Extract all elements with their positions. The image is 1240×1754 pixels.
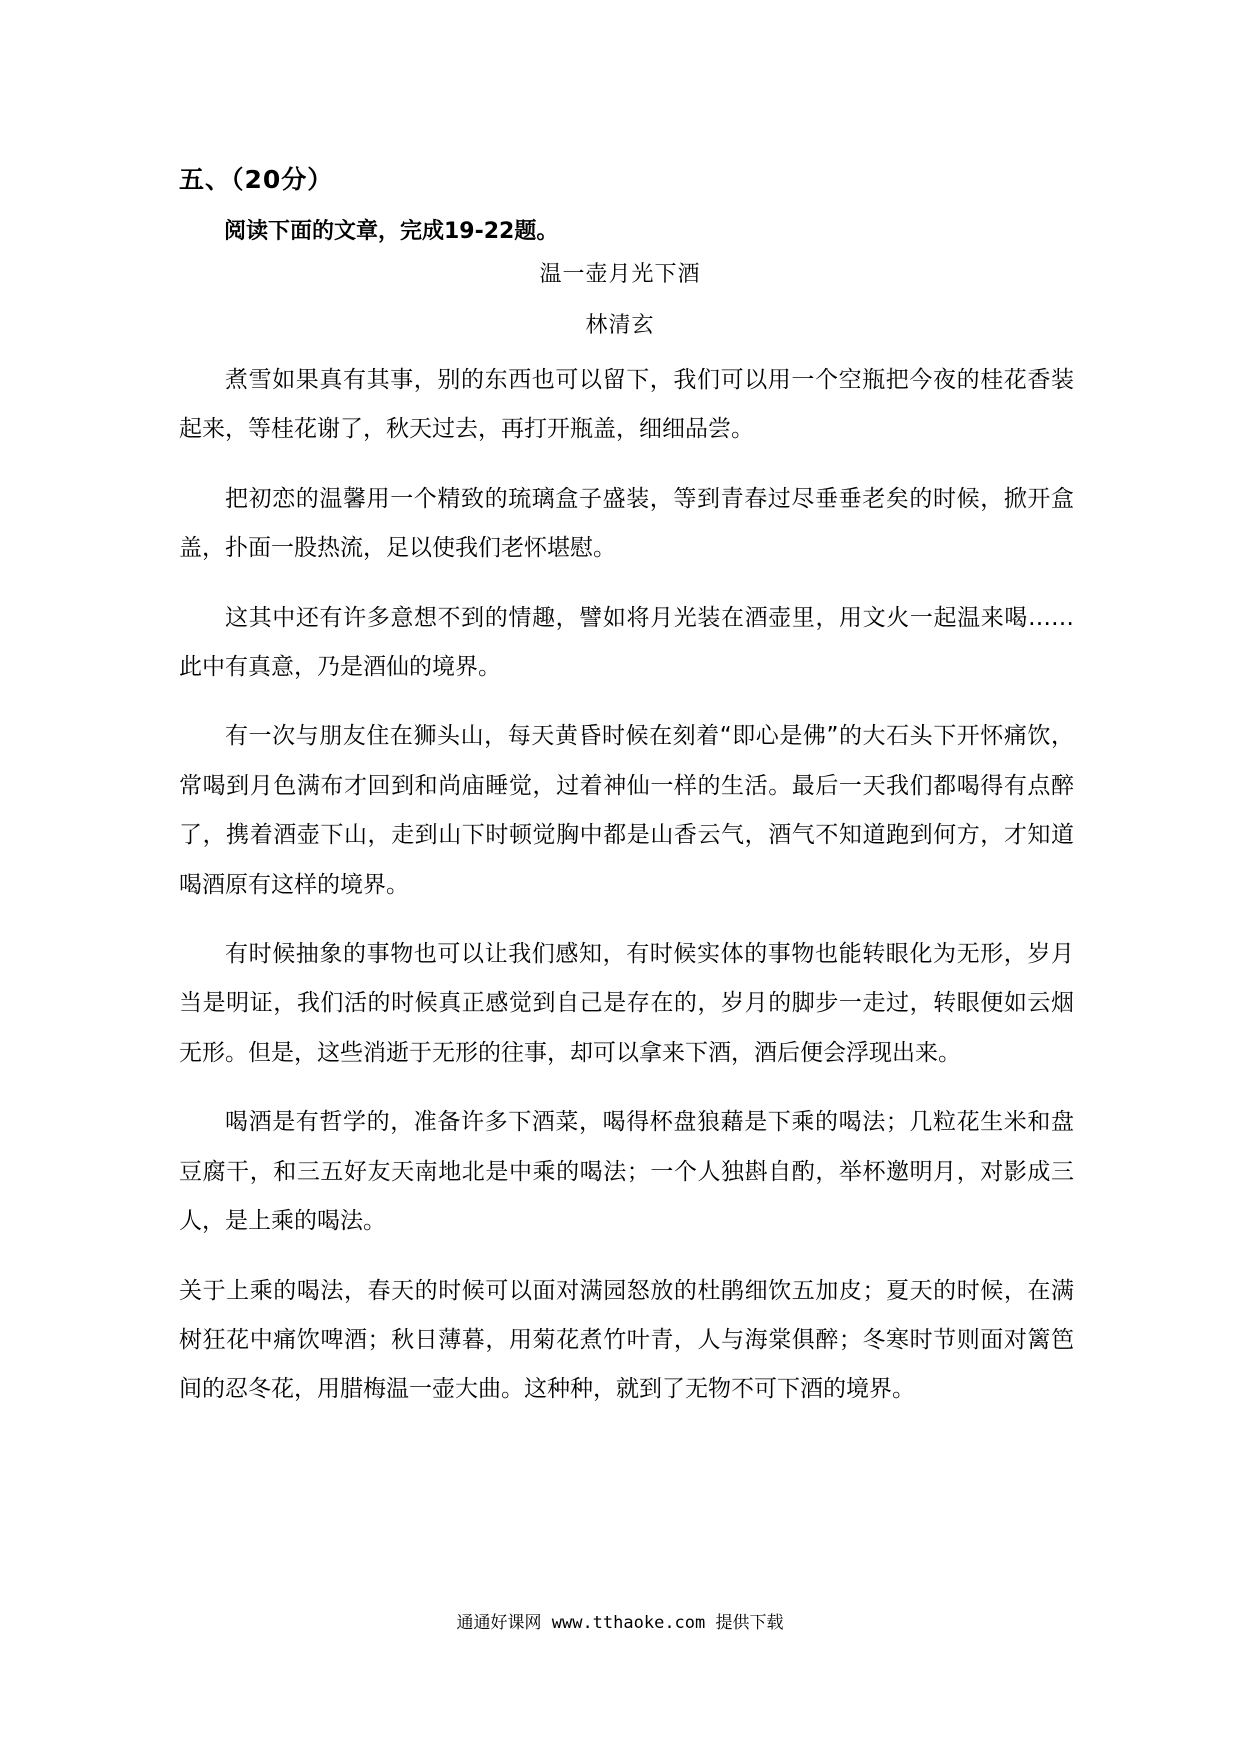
article-author: 林清玄 xyxy=(585,313,655,338)
article-paragraph: 有一次与朋友住在狮头山，每天黄昏时候在刻着“即心是佛”的大石头下开怀痛饮，常喝到月色满布才回到和尚庙睡觉，过着神仙一样的生活。最后一天我们都喝得有点醉了，携着酒壶下山，走到山下时顿觉胸中都是山香云气，酒气不知道跑到何方，才知道喝酒原有这样的境界。 xyxy=(179,723,1074,898)
article-paragraph: 这其中还有许多意想不到的情趣，譬如将月光装在酒壶里，用文火一起温来喝……此中有真意，乃是酒仙的境界。 xyxy=(179,604,1074,681)
article-paragraph: 关于上乘的喝法，春天的时候可以面对满园怒放的杜鹃细饮五加皮；夏天的时候，在满树狂花中痛饮啤酒；秋日薄暮，用菊花煮竹叶青，人与海棠俱醉；冬寒时节则面对篱笆间的忍冬花，用腊梅温一壶大曲。这种种，就到了无物不可下酒的境界。 xyxy=(179,1277,1074,1403)
section-heading: 五、（20分） xyxy=(179,165,334,194)
article-body xyxy=(179,356,1074,1435)
article-title: 温一壶月光下酒 xyxy=(539,262,701,287)
article-paragraph: 把初恋的温馨用一个精致的琉璃盒子盛装，等到青春过尽垂垂老矣的时候，掀开盒盖，扑面一股热流，足以使我们老怀堪慰。 xyxy=(179,485,1074,562)
article-paragraph: 有时候抽象的事物也可以让我们感知，有时候实体的事物也能转眼化为无形，岁月当是明证，我们活的时候真正感觉到自己是存在的，岁月的脚步一走过，转眼便如云烟无形。但是，这些消逝于无形的往事，却可以拿来下酒，酒后便会浮现出来。 xyxy=(179,941,1074,1066)
footer-watermark: 通通好课网 www.tthaoke.com 提供下载 xyxy=(456,1613,784,1633)
reading-instruction: 阅读下面的文章，完成19-22题。 xyxy=(224,219,559,244)
article-paragraph: 煮雪如果真有其事，别的东西也可以留下，我们可以用一个空瓶把今夜的桂花香装起来，等桂花谢了，秋天过去，再打开瓶盖，细细品尝。 xyxy=(179,367,1074,443)
article-paragraph: 喝酒是有哲学的，准备许多下酒菜，喝得杯盘狼藉是下乘的喝法；几粒花生米和盘豆腐干，和三五好友天南地北是中乘的喝法；一个人独斟自酌，举杯邀明月，对影成三人，是上乘的喝法。 xyxy=(179,1109,1074,1235)
